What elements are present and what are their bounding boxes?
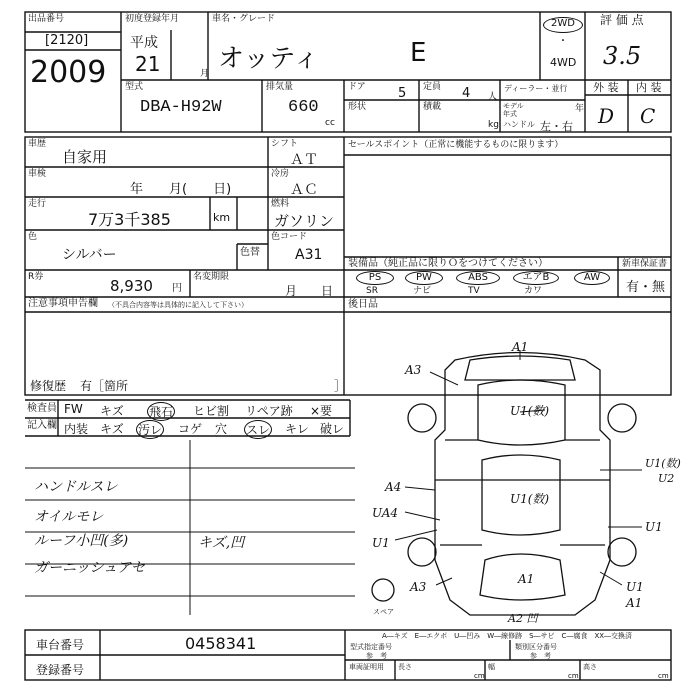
check-scratch: キズ <box>100 404 124 418</box>
damage-legend: A―キズ E―エクボ U―凹み W―線修跡 S―サビ C―腐食 XX―交換済 <box>382 632 633 640</box>
chassis-label: 車台番号 <box>36 638 85 652</box>
height-label: 高さ <box>583 663 597 671</box>
spare-tire-label: スペア <box>373 608 394 616</box>
lot-number: [2120] <box>45 33 89 48</box>
remark-1: ハンドルスレ <box>34 479 118 495</box>
warranty-value: 有・無 <box>626 280 666 295</box>
history-label: 車歴 <box>28 139 47 149</box>
mileage-unit: km <box>213 211 231 224</box>
repair-history-value: 有［箇所 <box>80 379 129 393</box>
repair-history-label: 修復歴 <box>30 379 67 393</box>
chassis-number: 0458341 <box>185 634 257 653</box>
exterior-label: 外 装 <box>593 81 619 94</box>
mark-ua4-left: UA4 <box>372 506 399 520</box>
mark-u1-right: U1(数) <box>645 457 681 470</box>
interior-grade: C <box>640 104 656 128</box>
notes-sublabel: （不具合内容等は具体的に記入して下さい） <box>108 301 248 309</box>
displacement: 660 <box>288 98 319 117</box>
check-dirt: 汚レ <box>136 420 164 439</box>
check-crack: ヒビ割 <box>193 404 230 418</box>
month-unit: 月 <box>200 69 210 79</box>
equip-aw: AW <box>574 271 610 285</box>
mark-u1-hood: U1(数) <box>510 404 550 418</box>
remark-3: ルーフ小凹(多) <box>34 533 129 549</box>
shift-label: シフト <box>271 139 299 149</box>
model-year-unit: 年 <box>575 104 585 114</box>
mark-a1-rear: A1 <box>518 572 535 586</box>
displacement-unit: cc <box>325 118 335 128</box>
color-code-value: A31 <box>295 247 323 263</box>
mark-u1-rear: U1 <box>626 580 644 594</box>
inspection-value: 年 月( 日) <box>130 182 232 197</box>
doors-label: ドア <box>348 82 366 92</box>
wheel-circles <box>372 404 636 601</box>
overall-score: 3.5 <box>603 42 642 70</box>
equip-abs: ABS <box>456 271 500 285</box>
check-int-scratch: キズ <box>100 422 124 436</box>
fuel-label: 燃料 <box>271 199 290 209</box>
mark-a3-bottom: A3 <box>410 580 427 594</box>
mark-a4-left: A4 <box>385 480 402 494</box>
remark-4: ガーニッシュアセ <box>34 560 146 576</box>
check-repair-trace: リペア跡 <box>245 404 293 418</box>
displacement-label: 排気量 <box>266 82 294 92</box>
fuel-value: ガソリン <box>274 212 335 230</box>
doors-value: 5 <box>398 86 407 101</box>
score-label: 評 価 点 <box>600 13 644 27</box>
steering-label: ハンドル <box>503 120 535 129</box>
seats-unit: 人 <box>488 92 498 102</box>
check-wear: スレ <box>244 420 272 439</box>
first-registration-label: 初度登録年月 <box>125 14 180 24</box>
category-number-label: 類別区分番号 <box>515 643 557 651</box>
entry-label: 記入欄 <box>27 420 57 431</box>
height-unit: cm <box>658 672 669 680</box>
renewal-value: 月 日 <box>285 284 334 298</box>
check-fw: FW <box>64 402 83 416</box>
equip-ps: PS <box>356 271 394 285</box>
color-change-label: 色替 <box>240 247 260 258</box>
dealer-label: ディーラー・並行 <box>504 84 568 93</box>
era-name: 平成 <box>130 35 158 51</box>
equip-navi: ナビ <box>413 286 432 296</box>
seats-label: 定員 <box>423 82 442 92</box>
mark-u1-right-lower: U1 <box>645 520 663 534</box>
drive-2wd: 2WD <box>543 17 583 33</box>
registration-label: 登録番号 <box>36 663 85 677</box>
car-name: オッティ <box>218 44 320 74</box>
interior-label: 内 装 <box>636 81 662 94</box>
history-value: 自家用 <box>62 148 108 166</box>
check-needs-replace: ×要 <box>310 404 333 418</box>
recycle-unit: 円 <box>172 283 182 294</box>
aftermarket-label: 後日品 <box>348 299 378 310</box>
steering-value: 左・右 <box>540 120 573 133</box>
color-code-label: 色コード <box>271 232 308 242</box>
shift-value: ＡＴ <box>290 152 318 168</box>
era-year: 21 <box>135 52 161 76</box>
type-designation-ref: 参 考 <box>366 652 387 660</box>
ac-label: 冷房 <box>271 169 290 179</box>
mark-a2-bottom: A2 凹 <box>508 612 538 625</box>
color-value: シルバー <box>62 247 117 263</box>
remark-2: オイルモレ <box>34 509 104 525</box>
renewal-label: 名変期限 <box>193 272 230 282</box>
type-designation-label: 型式指定番号 <box>350 643 392 651</box>
warranty-label: 新車保証書 <box>622 259 668 269</box>
car-name-label: 車名・グレード <box>212 14 276 24</box>
ac-value: ＡＣ <box>290 182 318 198</box>
exterior-grade: D <box>598 104 615 128</box>
check-interior: 内装 <box>64 422 89 436</box>
mileage-label: 走行 <box>28 199 47 209</box>
mark-leaders <box>395 350 642 585</box>
mileage-value: 7万3千385 <box>88 210 171 229</box>
repair-history-close: ］ <box>334 379 347 393</box>
drive-separator: ・ <box>558 36 568 47</box>
inspection-label: 車検 <box>28 169 47 179</box>
model-year: 2009 <box>30 55 107 90</box>
model-code-label: 型式 <box>125 82 144 92</box>
mark-a1-top: A1 <box>512 340 529 354</box>
check-burn: コゲ <box>178 422 203 436</box>
notes-label: 注意事項申告欄 <box>28 298 98 309</box>
mark-u1-left: U1 <box>372 536 390 550</box>
check-stone-chip: 飛石 <box>147 402 175 421</box>
mark-u2-right: U2 <box>658 472 675 485</box>
mark-u1-roof: U1(数) <box>510 492 550 506</box>
equip-airbag: エアB <box>513 271 559 285</box>
category-number-ref: 参 考 <box>530 652 551 660</box>
check-hole: 穴 <box>215 422 228 436</box>
width-label: 幅 <box>488 663 495 671</box>
remark-side: キズ,凹 <box>198 535 245 551</box>
mark-a3-top: A3 <box>405 363 422 377</box>
recycle-value: 8,930 <box>110 277 153 295</box>
body-shape-label: 形状 <box>348 102 367 112</box>
car-grade: E <box>410 38 427 68</box>
lot-number-label: 出品番号 <box>28 14 65 24</box>
check-cut: キレ <box>285 422 309 436</box>
length-unit: cm <box>474 672 485 680</box>
recycle-label: R券 <box>28 272 44 282</box>
inspector-label: 検査員 <box>27 403 57 414</box>
vehicle-cert-label: 車両証明用 <box>349 663 384 671</box>
seats-value: 4 <box>462 86 471 101</box>
length-label: 長さ <box>398 663 412 671</box>
check-tear: 破レ <box>320 422 345 436</box>
width-unit: cm <box>568 672 579 680</box>
model-code: DBA-H92W <box>140 98 222 117</box>
equip-sr: SR <box>366 286 378 296</box>
model-year-label: モデル年式 <box>503 102 524 118</box>
load-label: 積載 <box>423 102 442 112</box>
equipment-label: 装備品（純正品に限りＯをつけてください） <box>348 258 548 269</box>
mark-a1-rear-right: A1 <box>626 596 643 610</box>
equip-pw: PW <box>405 271 443 285</box>
color-label: 色 <box>28 232 38 242</box>
equip-tv: TV <box>468 286 480 296</box>
drive-4wd: 4WD <box>550 56 577 69</box>
equip-leather: カワ <box>524 286 543 296</box>
load-unit: kg <box>488 120 499 130</box>
sales-points-label: セールスポイント（正常に機能するものに限ります） <box>348 140 564 150</box>
